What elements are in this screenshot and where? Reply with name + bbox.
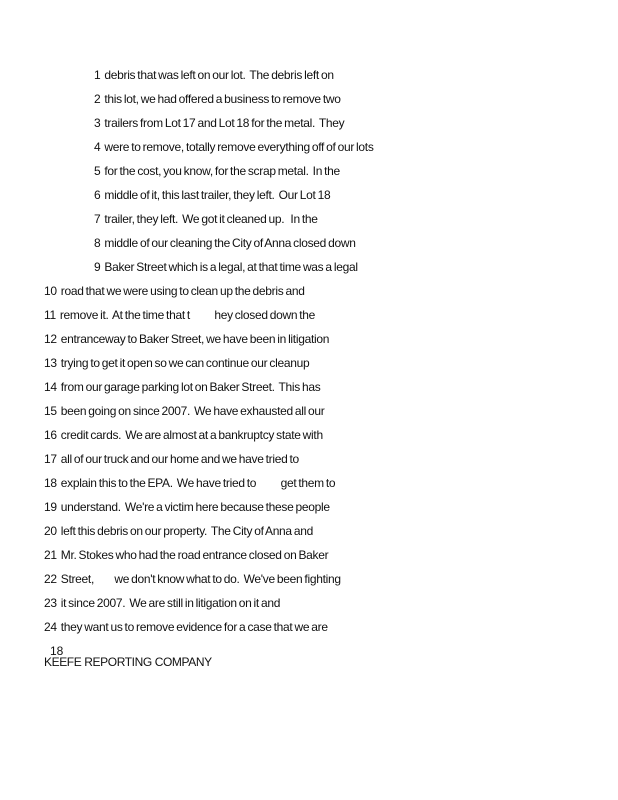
transcript-line [44, 284, 305, 298]
line-text: for the cost, you know, for the scrap metal. In the [104, 164, 340, 178]
line-text: trailer, they left. We got it cleaned up. In the [104, 212, 318, 226]
reporting-company: KEEFE REPORTING COMPANY [44, 655, 212, 669]
line-number: 12 [44, 332, 57, 346]
line-text: entranceway to Baker Street, we have been in litigation [60, 332, 330, 346]
transcript-line [44, 476, 335, 490]
line-number: 9 [94, 260, 101, 274]
transcript-line [44, 332, 329, 346]
transcript-line [44, 404, 324, 418]
line-number: 21 [44, 548, 57, 562]
line-number: 14 [44, 380, 57, 394]
line-text: middle of it, this last trailer, they left. Our Lot 18 [104, 188, 331, 202]
line-text: debris that was left on our lot. The debris left on [104, 68, 334, 82]
line-number: 4 [94, 140, 101, 154]
transcript-line [44, 548, 328, 562]
transcript-line [44, 524, 313, 538]
line-number: 16 [44, 428, 57, 442]
line-number: 13 [44, 356, 57, 370]
transcript-line [94, 116, 344, 130]
transcript-line [44, 572, 341, 586]
line-text: credit cards. We are almost at a bankruptcy state with [60, 428, 323, 442]
line-number: 19 [44, 500, 57, 514]
transcript-line [44, 380, 320, 394]
line-text: explain this to the EPA. We have tried to get them to [60, 476, 336, 490]
transcript-line [44, 500, 330, 514]
transcript-line [94, 164, 340, 178]
line-number: 22 [44, 572, 57, 586]
line-number: 8 [94, 236, 101, 250]
line-text: been going on since 2007. We have exhausted all our [60, 404, 325, 418]
line-number: 15 [44, 404, 57, 418]
transcript-line [94, 188, 330, 202]
line-number: 23 [44, 596, 57, 610]
transcript-line [94, 68, 334, 82]
line-number: 20 [44, 524, 57, 538]
line-text: trying to get it open so we can continue our cleanup [60, 356, 310, 370]
page-number: 18 [50, 644, 64, 658]
line-number: 18 [44, 476, 57, 490]
transcript-line [94, 140, 374, 154]
line-text: trailers from Lot 17 and Lot 18 for the metal. They [104, 116, 345, 130]
transcript-line [44, 452, 299, 466]
line-number: 1 [94, 68, 101, 82]
line-number: 5 [94, 164, 101, 178]
transcript-line [94, 92, 341, 106]
line-text: Street, we don't know what to do. We've been fighting [60, 572, 341, 586]
line-text: they want us to remove evidence for a case that we are [60, 620, 328, 634]
transcript-line [94, 236, 356, 250]
line-text: Baker Street which is a legal, at that time was a legal [104, 260, 358, 274]
line-number: 6 [94, 188, 101, 202]
line-text: it since 2007. We are still in litigation on it and [60, 596, 281, 610]
line-text: understand. We're a victim here because these people [60, 500, 330, 514]
transcript-line [94, 260, 358, 274]
transcript-line [44, 308, 315, 322]
line-number: 7 [94, 212, 101, 226]
line-text: from our garage parking lot on Baker Street. This has [60, 380, 321, 394]
line-number: 11 [44, 308, 56, 322]
line-text: remove it. At the time that t hey closed down the [59, 308, 316, 322]
transcript-line [94, 212, 318, 226]
transcript-line [44, 620, 328, 634]
line-text: all of our truck and our home and we have tried to [60, 452, 299, 466]
line-text: were to remove, totally remove everything off of our lots [104, 140, 374, 154]
line-number: 10 [44, 284, 57, 298]
line-text: Mr. Stokes who had the road entrance closed on Baker [60, 548, 329, 562]
line-text: middle of our cleaning the City of Anna closed down [104, 236, 356, 250]
line-text: left this debris on our property. The City of Anna and [60, 524, 313, 538]
line-text: this lot, we had offered a business to remove two [104, 92, 341, 106]
line-number: 2 [94, 92, 101, 106]
line-text: road that we were using to clean up the debris and [60, 284, 305, 298]
line-number: 3 [94, 116, 101, 130]
transcript-line [44, 356, 309, 370]
transcript-line [44, 428, 323, 442]
transcript-line [44, 596, 280, 610]
line-number: 17 [44, 452, 57, 466]
line-number: 24 [44, 620, 57, 634]
